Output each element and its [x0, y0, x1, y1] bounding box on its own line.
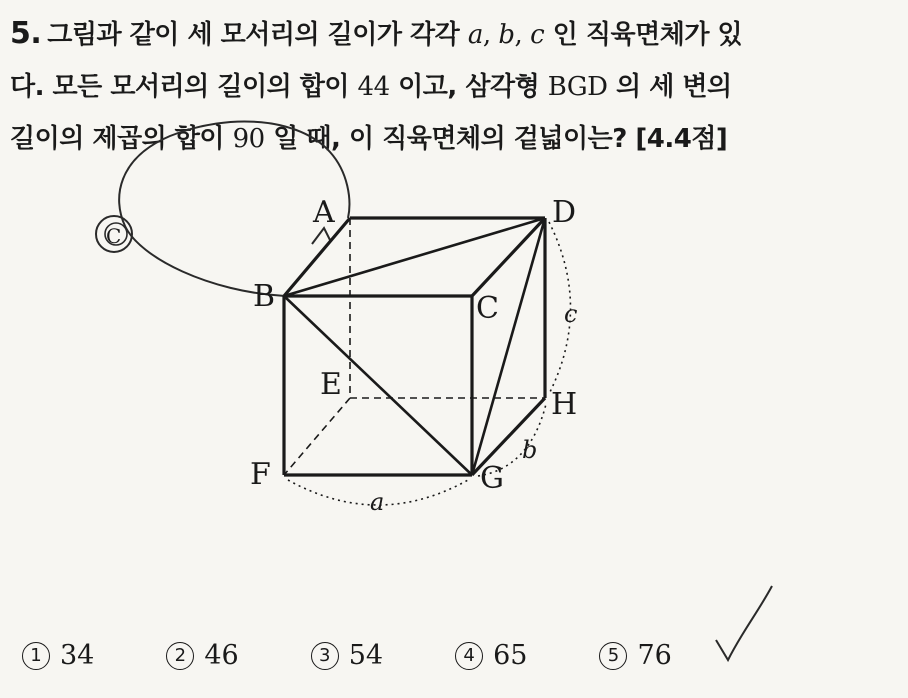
- comma: ,: [514, 20, 531, 50]
- choice-3[interactable]: [311, 640, 383, 671]
- edge-label-b: b: [522, 436, 538, 464]
- choice-1[interactable]: [22, 640, 94, 671]
- variable-c: c: [530, 20, 545, 50]
- problem-text-segment: 의 세 변의: [607, 72, 732, 102]
- vertex-label-h: H: [551, 387, 578, 422]
- choice-value-1: 34: [60, 640, 95, 671]
- problem-number: 5.: [10, 16, 42, 51]
- variable-b: b: [498, 20, 515, 50]
- handwritten-arrow: [312, 228, 330, 244]
- choice-number-5: 5: [599, 642, 627, 670]
- answer-choices: [22, 640, 882, 671]
- problem-text-segment: 다. 모든 모서리의 길이의 합이: [10, 72, 358, 102]
- vertex-label-f: F: [250, 457, 271, 492]
- vertex-label-a: A: [313, 195, 335, 230]
- variable-a: a: [467, 20, 483, 50]
- edge-label-a: a: [370, 488, 385, 516]
- square-sum-value: 90: [232, 124, 265, 154]
- problem-text-segment: 일 때, 이 직육면체의 겉넓이는? [4.4점]: [264, 124, 728, 154]
- choice-value-3: 54: [348, 640, 384, 671]
- choice-5[interactable]: [599, 640, 671, 671]
- problem-text-segment: 길이의 제곱의 합이: [10, 124, 233, 154]
- vertex-label-d: D: [552, 195, 577, 230]
- edge-sum-value: 44: [357, 72, 390, 102]
- triangle-bgd: [284, 218, 545, 475]
- choice-number-2: 2: [166, 642, 194, 670]
- problem-text-segment: 인 직육면체가 있: [544, 20, 743, 50]
- comma: ,: [482, 20, 499, 50]
- choice-2[interactable]: [166, 640, 238, 671]
- triangle-name: BGD: [547, 72, 608, 102]
- vertex-label-g: G: [480, 461, 504, 496]
- vertex-label-c: C: [476, 291, 499, 326]
- choice-value-5: 76: [637, 640, 672, 671]
- choice-number-4: 4: [455, 642, 483, 670]
- hidden-edge-ef: [284, 398, 350, 475]
- choice-value-4: 65: [493, 640, 528, 671]
- choice-number-3: 3: [311, 642, 339, 670]
- diagonal-bg: [284, 296, 472, 475]
- choice-number-1: 1: [22, 642, 50, 670]
- choice-value-2: 46: [204, 640, 239, 671]
- vertex-label-e: E: [320, 367, 342, 402]
- problem-text-segment: 이고, 삼각형: [389, 72, 548, 102]
- choice-4[interactable]: [455, 640, 527, 671]
- vertex-label-b: B: [253, 279, 276, 314]
- problem-text-segment: 그림과 같이 세 모서리의 길이가 각각: [47, 20, 468, 50]
- annotation-letter: C: [106, 224, 122, 248]
- edge-label-c: c: [564, 300, 578, 328]
